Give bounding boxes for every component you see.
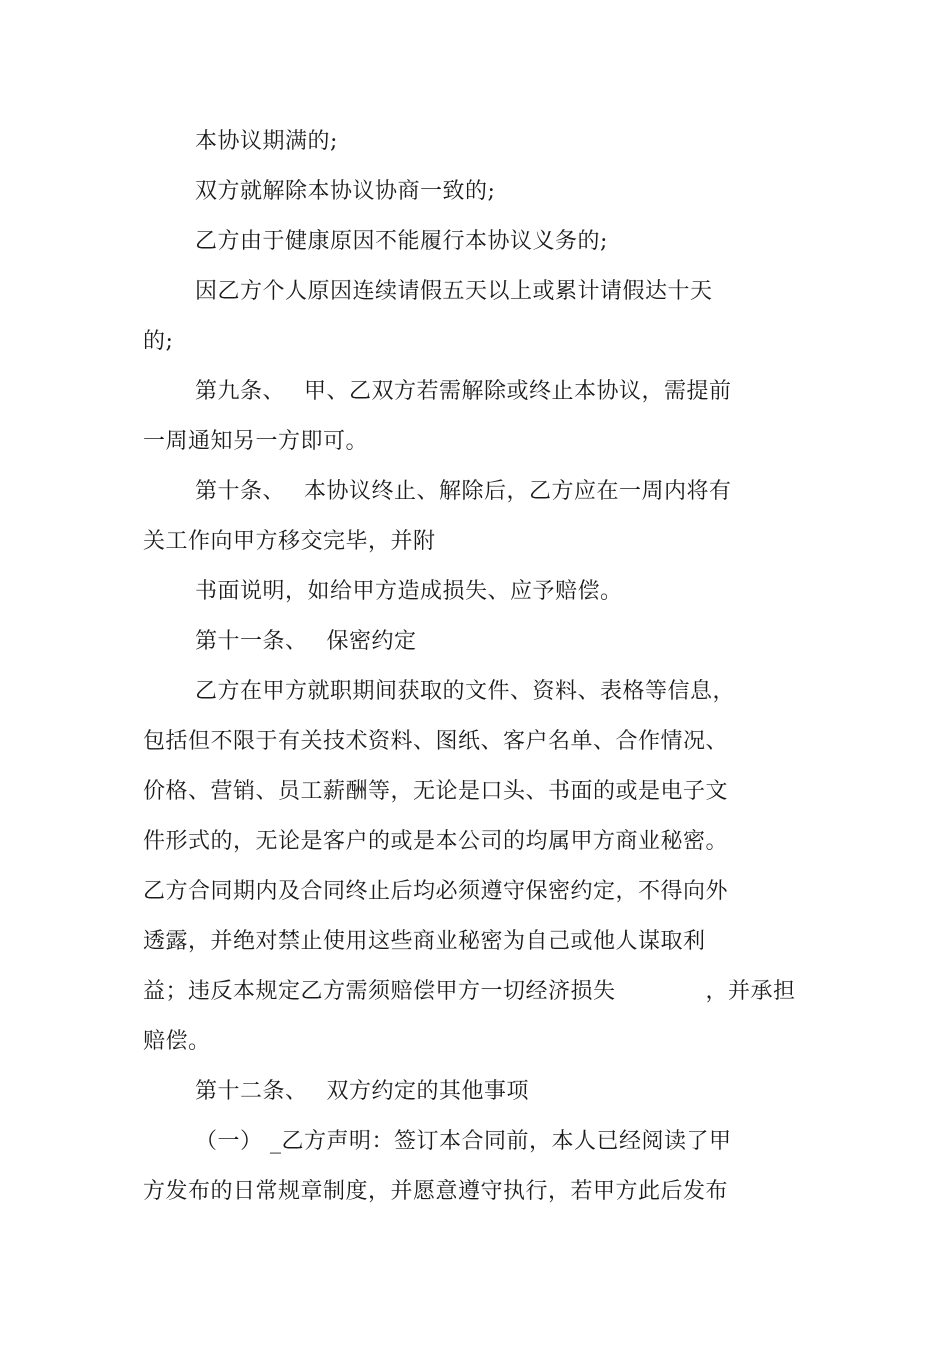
text-line: 赔偿。 <box>143 1029 211 1054</box>
text-line: 双方就解除本协议协商一致的; <box>195 179 496 204</box>
text-line: 本协议期满的; <box>195 129 338 154</box>
text-line: 价格、营销、员工薪酬等，无论是口头、书面的或是电子文 <box>143 779 729 804</box>
text-line: 件形式的，无论是客户的或是本公司的均属甲方商业秘密。 <box>143 829 729 854</box>
clause-9-heading: 第九条、 甲、乙双方若需解除或终止本协议，需提前 <box>195 379 732 404</box>
text-line: 透露，并绝对禁止使用这些商业秘密为自己或他人谋取利 <box>143 929 706 954</box>
text-line: 因乙方个人原因连续请假五天以上或累计请假达十天 <box>195 279 713 304</box>
text-line: 的; <box>143 329 174 354</box>
text-line: 书面说明，如给甲方造成损失、应予赔偿。 <box>195 579 623 604</box>
text-line: 益；违反本规定乙方需须赔偿甲方一切经济损失 ，并承担 <box>143 979 796 1004</box>
text-line: 一周通知另一方即可。 <box>143 429 369 454</box>
clause-12-heading: 第十二条、 双方约定的其他事项 <box>195 1079 529 1104</box>
clause-11-heading: 第十一条、 保密约定 <box>195 629 417 654</box>
text-line: 乙方合同期内及合同终止后均必须遵守保密约定，不得向外 <box>143 879 729 904</box>
text-line: 包括但不限于有关技术资料、图纸、客户名单、合作情况、 <box>143 729 729 754</box>
text-line: 乙方在甲方就职期间获取的文件、资料、表格等信息， <box>195 679 736 704</box>
text-line: （一） _乙方声明：签订本合同前，本人已经阅读了甲 <box>195 1129 732 1154</box>
text-line: 方发布的日常规章制度，并愿意遵守执行，若甲方此后发布 <box>143 1179 729 1204</box>
text-line: 关工作向甲方移交完毕，并附 <box>143 529 436 554</box>
text-line: 乙方由于健康原因不能履行本协议义务的; <box>195 229 608 254</box>
clause-10-heading: 第十条、 本协议终止、解除后，乙方应在一周内将有 <box>195 479 732 504</box>
